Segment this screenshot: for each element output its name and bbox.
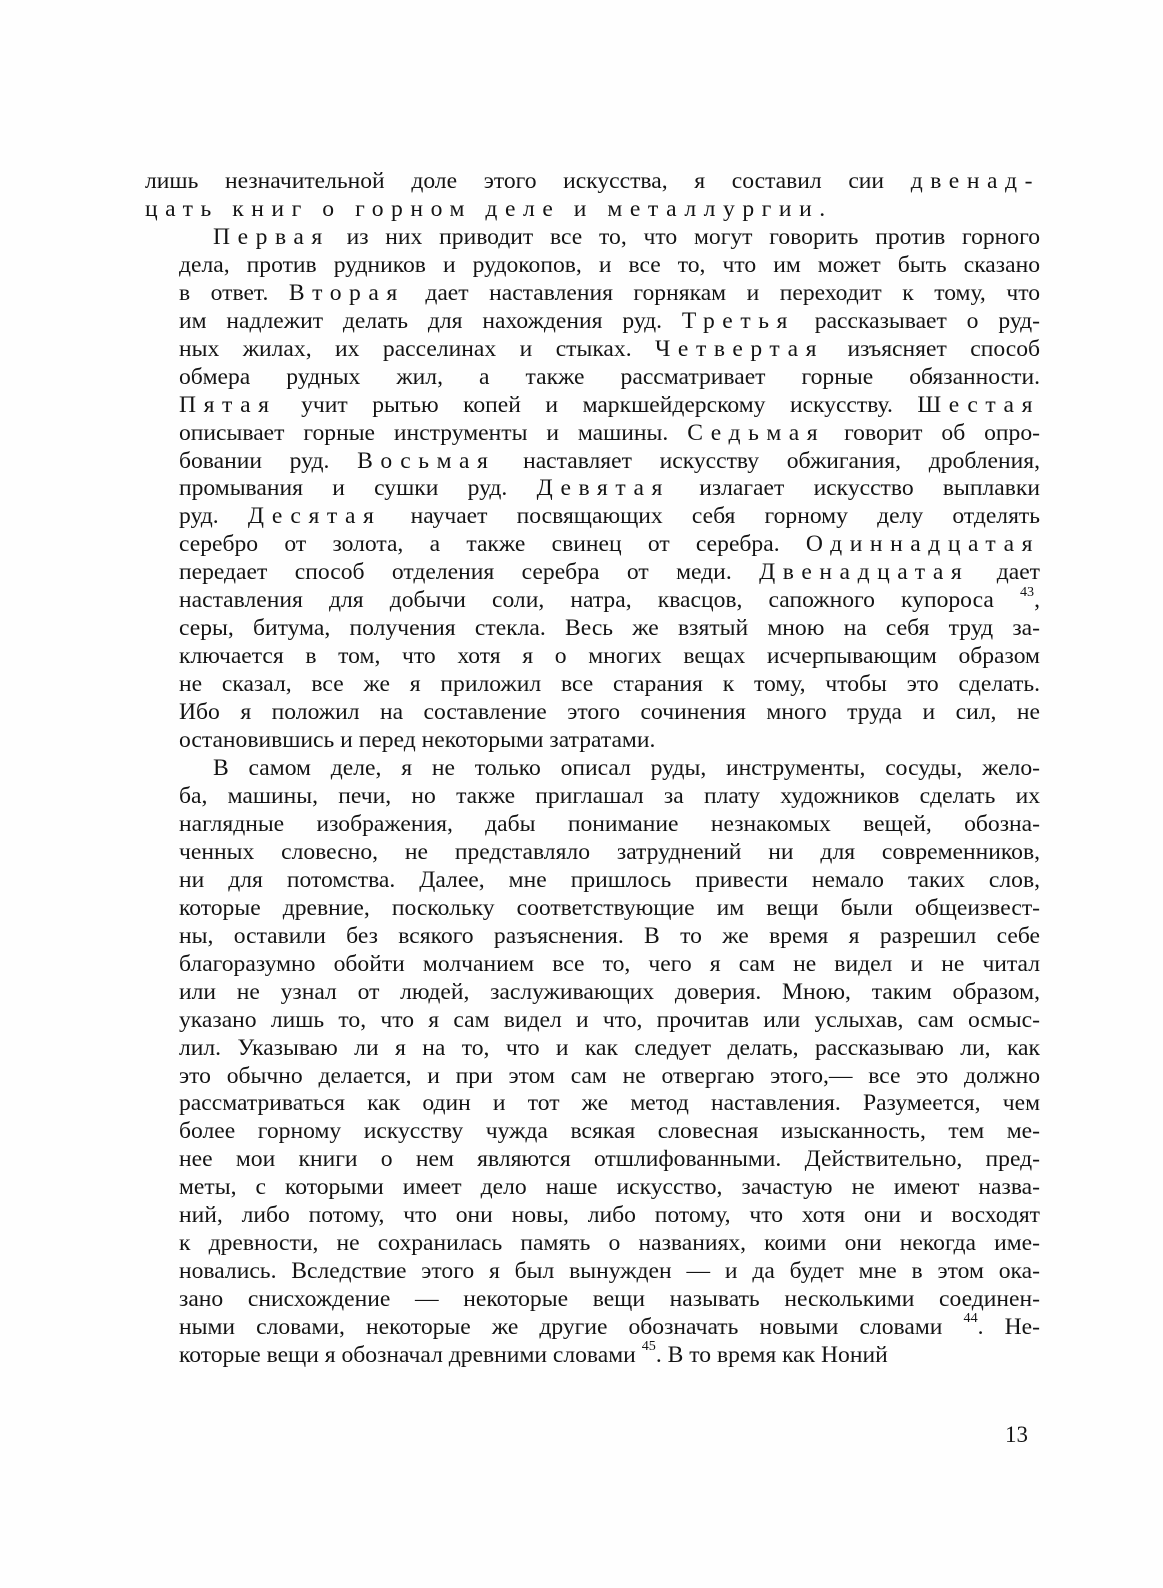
text-run: . В то время как Ноний bbox=[655, 1342, 888, 1369]
footnote-ref: 45 bbox=[641, 1338, 656, 1355]
spaced-emphasis: Восьмая bbox=[357, 447, 496, 474]
text-line bbox=[145, 559, 1040, 587]
spaced-emphasis: Шестая bbox=[917, 391, 1040, 418]
text-line bbox=[145, 1090, 1040, 1118]
text-line bbox=[145, 951, 1040, 979]
text-run: новались. Вследствие этого я был вынужден — и да будет мне в этом ока- bbox=[179, 1258, 1040, 1285]
text-run: дает наставления горнякам и переходит к тому, что bbox=[404, 279, 1040, 306]
text-line bbox=[145, 336, 1040, 364]
text-line bbox=[145, 895, 1040, 923]
text-line bbox=[145, 475, 1040, 503]
text-line bbox=[145, 1063, 1040, 1091]
text-run: ных жилах, их расселинах и стыках. bbox=[179, 335, 656, 362]
text-run: рассматриваться как один и тот же метод наставления. Разумеется, чем bbox=[179, 1090, 1040, 1117]
footnote-ref: 44 bbox=[963, 1310, 978, 1327]
text-run: Ибо я положил на составление этого сочинения много труда и сил, не bbox=[179, 699, 1040, 726]
text-line bbox=[145, 1338, 888, 1370]
text-line bbox=[145, 392, 1040, 420]
spaced-emphasis: Двенадцатая bbox=[759, 559, 970, 586]
text-run: бовании руд. bbox=[179, 447, 358, 474]
text-line bbox=[145, 1035, 1040, 1063]
text-run: излагает искусство выплавки bbox=[669, 475, 1041, 502]
text-run: В самом деле, я не только описал руды, инструменты, сосуды, жело- bbox=[213, 755, 1040, 782]
text-line bbox=[145, 727, 655, 755]
text-run: ний, либо потому, что они новы, либо потому, что хотя они и восходят bbox=[179, 1202, 1040, 1229]
text-run: промывания и сушки руд. bbox=[179, 475, 537, 502]
text-line bbox=[145, 699, 1040, 727]
text-run: ни для потомства. Далее, мне пришлось привести немало таких слов, bbox=[179, 866, 1040, 893]
text-run: ключается в том, что хотя я о многих вещах исчерпывающим образом bbox=[179, 643, 1040, 670]
text-run: научает посвящающих себя горному делу отделять bbox=[381, 503, 1040, 530]
text-line bbox=[145, 1310, 1040, 1342]
text-line bbox=[145, 1007, 1040, 1035]
spaced-emphasis: Десятая bbox=[247, 503, 382, 530]
spaced-emphasis: Третья bbox=[681, 307, 795, 334]
paragraph bbox=[145, 168, 1040, 224]
text-line bbox=[145, 420, 1040, 448]
body-text bbox=[145, 168, 1040, 1370]
text-run: зано снисхождение — некоторые вещи называть несколькими соединен- bbox=[179, 1286, 1040, 1313]
text-run: меты, с которыми имеет дело наше искусство, зачастую не имеют назва- bbox=[179, 1174, 1040, 1201]
text-line bbox=[145, 923, 1040, 951]
text-run: лишь незначительной доле этого искусства, я составил сии bbox=[145, 168, 911, 194]
text-run: которые древние, поскольку соответствующие им вещи были общеизвест- bbox=[179, 894, 1040, 921]
text-run: изъясняет способ bbox=[824, 335, 1040, 362]
text-line bbox=[145, 643, 1040, 671]
text-run: которые вещи я обозначал древними словами bbox=[179, 1342, 642, 1369]
text-line bbox=[145, 1258, 1040, 1286]
text-line bbox=[145, 839, 1040, 867]
text-line bbox=[145, 308, 1040, 336]
text-line bbox=[145, 1230, 1040, 1258]
text-line bbox=[145, 503, 1040, 531]
text-run: остановившись и перед некоторыми затратами. bbox=[179, 727, 656, 754]
text-run: обмера рудных жил, а также рассматривает горные обязанности. bbox=[179, 363, 1040, 390]
text-run: им надлежит делать для нахождения руд. bbox=[179, 307, 682, 334]
text-line bbox=[145, 1202, 1040, 1230]
text-line bbox=[145, 783, 1040, 811]
text-line bbox=[145, 448, 1040, 476]
text-run: ченных словесно, не представляло затруднений ни для современников, bbox=[179, 838, 1040, 865]
text-line bbox=[145, 671, 1040, 699]
text-run: дела, против рудников и рудокопов, и все то, что им может быть сказано bbox=[179, 251, 1040, 278]
spaced-emphasis: Девятая bbox=[536, 475, 670, 502]
text-run: указано лишь то, что я сам видел и что, прочитав или услыхав, сам осмыс- bbox=[179, 1006, 1040, 1033]
spaced-emphasis: Одиннадцатая bbox=[805, 531, 1040, 558]
text-run: передает способ отделения серебра от меди. bbox=[179, 559, 760, 586]
text-run: ны, оставили без всякого разъяснения. В то же время я разрешил себе bbox=[179, 922, 1040, 949]
text-run: учит рытью копей и маркшейдерскому искусству. bbox=[276, 391, 918, 418]
paragraph bbox=[145, 224, 1040, 755]
text-run: не сказал, все же я приложил все старания к тому, чтобы это сделать. bbox=[179, 671, 1040, 698]
text-line bbox=[145, 168, 1040, 196]
text-line bbox=[145, 583, 1040, 615]
text-run: рассказывает о руд- bbox=[794, 307, 1040, 334]
text-line bbox=[145, 1146, 1040, 1174]
text-run: серебро от золота, а также свинец от серебра. bbox=[179, 531, 806, 558]
text-run: , bbox=[1034, 587, 1040, 614]
text-line bbox=[145, 811, 1040, 839]
spaced-emphasis: Четвертая bbox=[655, 335, 825, 362]
text-run: наглядные изображения, дабы понимание незнакомых вещей, обозна- bbox=[179, 810, 1040, 837]
text-line bbox=[145, 1286, 1040, 1314]
text-line bbox=[145, 867, 1040, 895]
text-run: ными словами, некоторые же другие обозначать новыми словами bbox=[179, 1314, 964, 1341]
text-run: или не узнал от людей, заслуживающих доверия. Мною, таким образом, bbox=[179, 978, 1040, 1005]
text-run: наставляет искусству обжигания, дробления, bbox=[495, 447, 1040, 474]
text-run: благоразумно обойти молчанием все то, чего я сам не видел и не читал bbox=[179, 950, 1040, 977]
text-run: серы, битума, получения стекла. Весь же взятый мною на себя труд за- bbox=[179, 615, 1040, 642]
spaced-emphasis: Первая bbox=[213, 223, 330, 250]
text-run: описывает горные инструменты и машины. bbox=[179, 419, 688, 446]
text-line bbox=[145, 1174, 1040, 1202]
text-run: из них приводит все то, что могут говорить против горного bbox=[329, 223, 1040, 250]
text-line bbox=[145, 1118, 1040, 1146]
spaced-emphasis: Вторая bbox=[288, 279, 405, 306]
text-run: . Не- bbox=[977, 1314, 1040, 1341]
footnote-ref: 43 bbox=[1019, 583, 1035, 600]
text-line bbox=[145, 979, 1040, 1007]
text-line bbox=[145, 531, 1040, 559]
text-run: в ответ. bbox=[179, 279, 289, 306]
text-run: более горному искусству чужда всякая словесная изысканность, тем ме- bbox=[179, 1118, 1040, 1145]
text-run: дает bbox=[969, 559, 1040, 586]
spaced-emphasis: Пятая bbox=[179, 391, 277, 418]
text-line bbox=[145, 196, 833, 224]
spaced-emphasis: цать книг о горном деле и металлургии. bbox=[145, 195, 833, 222]
text-run: нее мои книги о нем являются отшлифованными. Действительно, пред- bbox=[179, 1146, 1040, 1173]
text-run: говорит об опро- bbox=[825, 419, 1040, 446]
text-run: лил. Указываю ли я на то, что и как следует делать, рассказываю ли, как bbox=[179, 1034, 1040, 1061]
text-run: ба, машины, печи, но также приглашал за плату художников сделать их bbox=[179, 782, 1040, 809]
text-line bbox=[145, 252, 1040, 280]
text-run: это обычно делается, и при этом сам не отвергаю этого,— все это должно bbox=[179, 1062, 1040, 1089]
text-run: наставления для добычи соли, натра, квасцов, сапожного купороса bbox=[179, 587, 1020, 614]
spaced-emphasis: двенад- bbox=[910, 168, 1040, 194]
page-number: 13 bbox=[1005, 1422, 1028, 1447]
text-line bbox=[145, 364, 1040, 392]
text-run: руд. bbox=[179, 503, 248, 530]
text-line bbox=[145, 280, 1040, 308]
text-line bbox=[179, 224, 1040, 252]
text-run: к древности, не сохранилась память о названиях, коими они некогда име- bbox=[179, 1230, 1040, 1257]
text-line bbox=[179, 755, 1040, 783]
spaced-emphasis: Седьмая bbox=[687, 419, 826, 446]
paragraph bbox=[145, 755, 1040, 1370]
text-line bbox=[145, 615, 1040, 643]
